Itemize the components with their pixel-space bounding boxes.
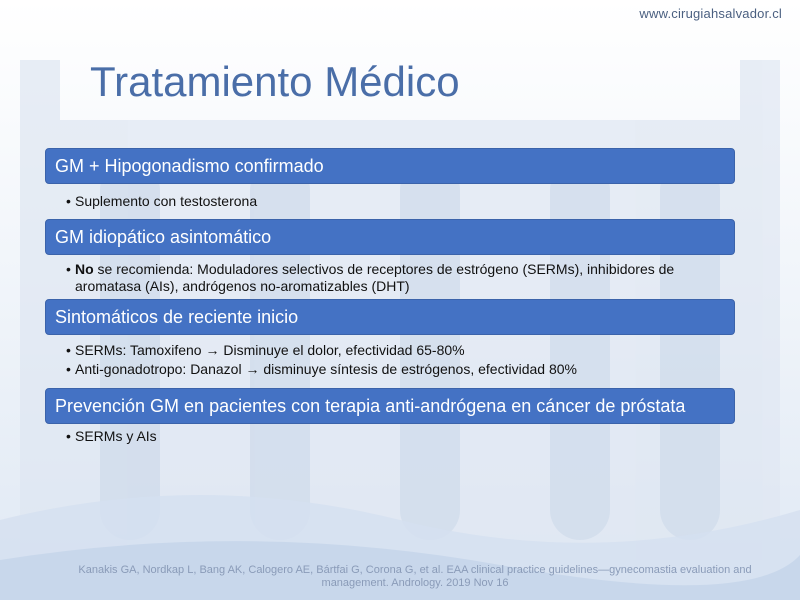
arrow-right-icon: → [245, 361, 260, 377]
bullet-bold-text: No [75, 261, 94, 277]
section-header-sintomaticos: Sintomáticos de reciente inicio [45, 299, 735, 335]
reference-citation: Kanakis GA, Nordkap L, Bang AK, Calogero AE, Bártfai G, Corona G, et al. EAA clinical practice guidelines—gynecomastia evaluation and management. Andrology. 2019 Nov 16 [78, 564, 752, 589]
slide-title: Tratamiento Médico [90, 58, 460, 105]
bullet-text: SERMs y AIs [75, 428, 157, 444]
bullet-text: disminuye síntesis de estrógenos, efectividad 80% [259, 361, 577, 377]
list-item [66, 193, 736, 210]
list-item [66, 342, 736, 359]
section-list-sintomaticos [66, 342, 736, 380]
list-item [66, 361, 736, 378]
list-item [66, 261, 736, 295]
section-header-hipogonadismo: GM + Hipogonadismo confirmado [45, 148, 735, 184]
website-url: www.cirugiahsalvador.cl [639, 6, 782, 21]
bullet-text: SERMs: Tamoxifeno [75, 342, 202, 358]
bullet-icon: • [66, 261, 71, 277]
section-header-prevencion: Prevención GM en pacientes con terapia anti-andrógena en cáncer de próstata [45, 388, 735, 424]
bullet-icon: • [66, 342, 71, 358]
arrow-right-icon: → [205, 342, 220, 358]
bullet-text: Disminuye el dolor, efectividad 65-80% [219, 342, 465, 358]
list-item [66, 428, 736, 445]
bullet-text: Suplemento con testosterona [75, 193, 258, 209]
section-header-idiopatico: GM idiopático asintomático [45, 219, 735, 255]
section-list-prevencion [66, 428, 736, 447]
bullet-icon: • [66, 361, 71, 377]
bullet-text: se recomienda: Moduladores selectivos de receptores de estrógeno (SERMs), inhibidores de aromatasa (AIs), andrógenos no-aromatizables (DHT) [75, 261, 675, 294]
section-list-hipogonadismo [66, 193, 736, 212]
bullet-icon: • [66, 428, 71, 444]
section-list-idiopatico [66, 261, 736, 297]
bullet-text: Anti-gonadotropo: Danazol [75, 361, 242, 377]
bullet-icon: • [66, 193, 71, 209]
